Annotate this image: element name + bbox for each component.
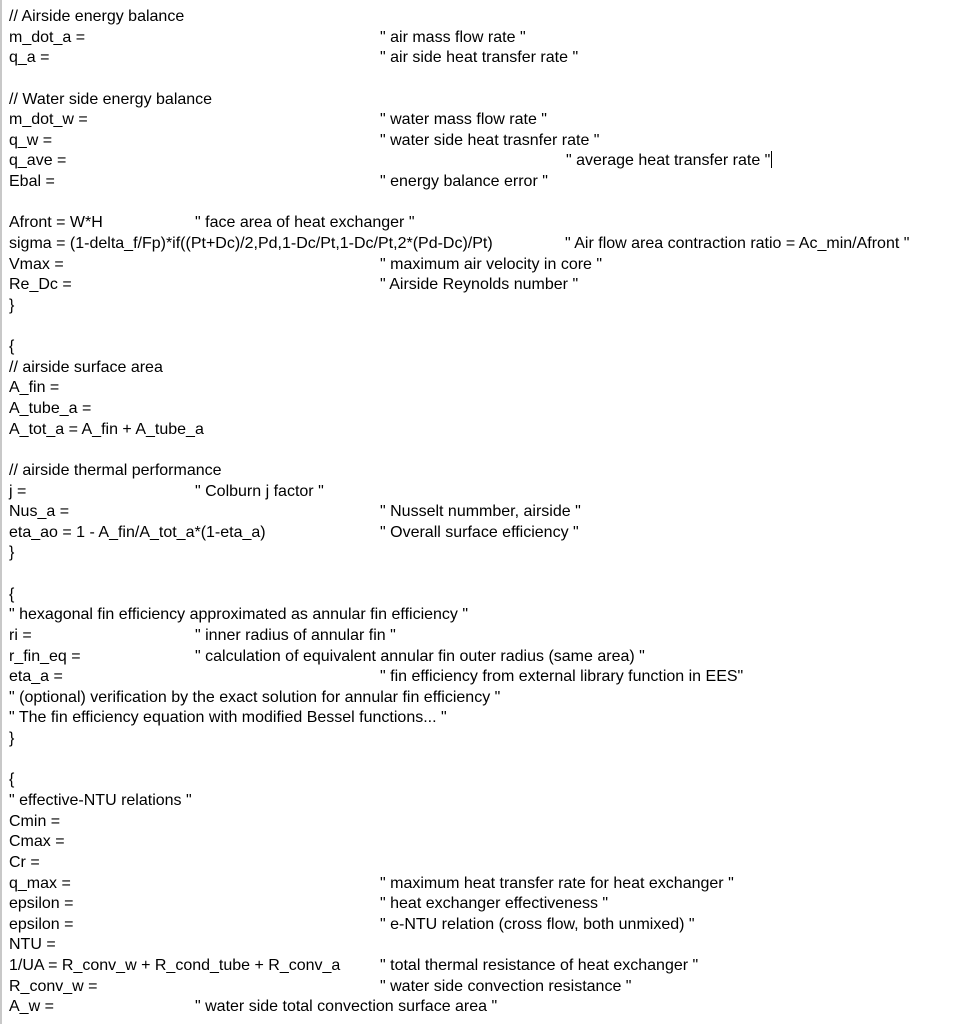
comment-text: " air mass flow rate " xyxy=(380,29,526,46)
code-text: { xyxy=(9,771,15,788)
code-text: " (optional) verification by the exact solution for annular fin efficiency " xyxy=(9,689,501,706)
code-text: A_tot_a = A_fin + A_tube_a xyxy=(9,421,204,438)
code-text: // Water side energy balance xyxy=(9,91,213,108)
code-text: } xyxy=(9,730,15,747)
code-text: eta_ao = 1 - A_fin/A_tot_a*(1-eta_a) xyxy=(9,524,266,541)
code-text: q_w = xyxy=(9,132,53,149)
comment-text: " e-NTU relation (cross flow, both unmixed) " xyxy=(380,916,695,933)
comment-text: " water side total convection surface area " xyxy=(195,998,498,1015)
code-text: // airside thermal performance xyxy=(9,462,222,479)
comment-text: " average heat transfer rate " xyxy=(566,152,771,169)
comment-text: " energy balance error " xyxy=(380,173,548,190)
comment-text: " Air flow area contraction ratio = Ac_min/Afront " xyxy=(565,235,910,252)
code-text: j = xyxy=(9,483,27,500)
code-text: Nus_a = xyxy=(9,503,70,520)
comment-text: " maximum heat transfer rate for heat exchanger " xyxy=(380,875,734,892)
code-text: m_dot_a = xyxy=(9,29,86,46)
comment-text: " fin efficiency from external library function in EES" xyxy=(380,668,744,685)
code-text: eta_a = xyxy=(9,668,63,685)
code-text: r_fin_eq = xyxy=(9,648,81,665)
code-text: Cmax = xyxy=(9,833,65,850)
comment-text: " Airside Reynolds number " xyxy=(380,276,579,293)
code-text: " The fin efficiency equation with modified Bessel functions... " xyxy=(9,709,447,726)
comment-text: " Nusselt nummber, airside " xyxy=(380,503,581,520)
code-text: Cmin = xyxy=(9,813,61,830)
code-text: A_tube_a = xyxy=(9,400,92,417)
code-text: { xyxy=(9,338,15,355)
code-text: { xyxy=(9,586,15,603)
code-text: Ebal = xyxy=(9,173,55,190)
text-cursor xyxy=(771,151,772,168)
comment-text: " water side convection resistance " xyxy=(380,978,632,995)
comment-text: " maximum air velocity in core " xyxy=(380,256,603,273)
code-text: Afront = W*H xyxy=(9,214,103,231)
comment-text: " water side heat trasnfer rate " xyxy=(380,132,600,149)
code-text: " effective-NTU relations " xyxy=(9,792,192,809)
code-text: q_ave = xyxy=(9,152,67,169)
code-text: epsilon = xyxy=(9,916,74,933)
code-text: // Airside energy balance xyxy=(9,8,185,25)
comment-text: " Overall surface efficiency " xyxy=(380,524,579,541)
code-text: 1/UA = R_conv_w + R_cond_tube + R_conv_a xyxy=(9,957,341,974)
code-text: // airside surface area xyxy=(9,359,163,376)
code-text: Vmax = xyxy=(9,256,64,273)
code-text: q_max = xyxy=(9,875,71,892)
comment-text: " total thermal resistance of heat exchanger " xyxy=(380,957,699,974)
code-text: A_w = xyxy=(9,998,54,1015)
code-text: " hexagonal fin efficiency approximated as annular fin efficiency " xyxy=(9,606,469,623)
comment-text: " face area of heat exchanger " xyxy=(195,214,415,231)
code-text: Re_Dc = xyxy=(9,276,72,293)
comment-text: " inner radius of annular fin " xyxy=(195,627,396,644)
comment-text: " water mass flow rate " xyxy=(380,111,547,128)
comment-text: " air side heat transfer rate " xyxy=(380,49,579,66)
comment-text: " calculation of equivalent annular fin outer radius (same area) " xyxy=(195,648,645,665)
code-text: m_dot_w = xyxy=(9,111,88,128)
code-text: Cr = xyxy=(9,854,40,871)
code-text: q_a = xyxy=(9,49,50,66)
code-text: sigma = (1-delta_f/Fp)*if((Pt+Dc)/2,Pd,1-Dc/Pt,1-Dc/Pt,2*(Pd-Dc)/Pt) xyxy=(9,235,493,252)
comment-text: " Colburn j factor " xyxy=(195,483,324,500)
code-text: R_conv_w = xyxy=(9,978,98,995)
code-text: } xyxy=(9,297,15,314)
code-text: } xyxy=(9,544,15,561)
code-text: ri = xyxy=(9,627,32,644)
code-text: NTU = xyxy=(9,936,56,953)
code-text: A_fin = xyxy=(9,379,60,396)
comment-with-caret xyxy=(566,151,772,172)
comment-text: " heat exchanger effectiveness " xyxy=(380,895,609,912)
code-text: epsilon = xyxy=(9,895,74,912)
